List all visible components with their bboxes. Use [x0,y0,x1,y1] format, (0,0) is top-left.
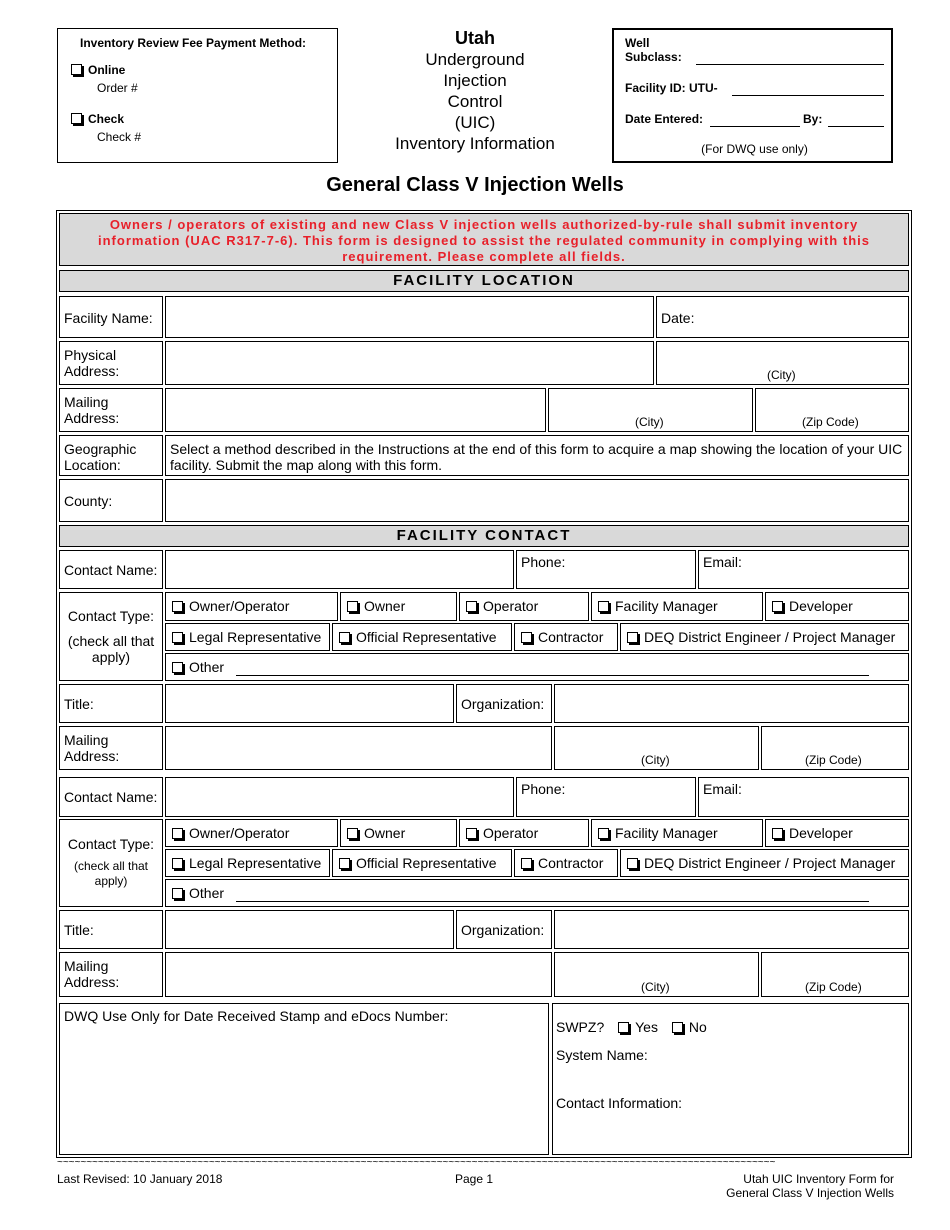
contact2-phone-field[interactable] [516,777,696,817]
contact2-city-input[interactable] [554,952,759,997]
contact2-developer-option[interactable] [765,819,909,847]
contact2-zip-caption: (Zip Code) [805,980,862,994]
contact1-phone-field[interactable] [516,550,696,589]
payment-method-box [57,28,338,163]
contact2-facility-manager-option[interactable] [591,819,763,847]
swpz-yes-option[interactable] [618,1019,658,1035]
option-label: Owner/Operator [189,825,290,841]
contact2-type-label: Contact Type: [67,836,155,852]
contact1-organization-input[interactable] [554,684,909,723]
online-checkbox[interactable] [71,64,82,75]
by-label: By: [803,112,823,126]
contact2-organization-input[interactable] [554,910,909,949]
facility-contact-header: FACILITY CONTACT [59,525,909,547]
contact1-legal-rep-option[interactable] [165,623,330,651]
geographic-location-label: Geographic Location: [59,435,163,476]
state-name: Utah [455,28,495,48]
contact1-owner-option[interactable] [340,592,457,621]
checkbox-icon[interactable] [172,632,183,643]
order-number-label: Order # [97,81,138,95]
checkbox-icon[interactable] [772,828,783,839]
facility-name-input[interactable] [165,296,654,338]
well-label: Well [625,36,650,50]
contact2-email-label: Email: [703,781,742,797]
checkbox-icon[interactable] [172,662,183,673]
checkbox-icon[interactable] [347,601,358,612]
contact1-phone-label: Phone: [521,554,566,570]
footer-tilde-rule: ~~~~~~~~~~~~~~~~~~~~~~~~~~~~~~~~~~~~~~~~~~~~~~~~~~~~~~~~~~~~~~~~~~~~~~~~~~~~~~~~~~~~~~~~~~~~~~~~~~~~~~~~~~~~~~~~~~~~~~~~~~~ [57,1157,776,1168]
contact1-title-label: Title: [59,684,163,723]
option-label: Contractor [538,855,604,871]
physical-city-input[interactable] [656,341,909,385]
notice-text: Owners / operators of existing and new Class V injection wells authorized-by-rule shall submit inventory information (UAC R317-7-6). This form is designed to assist the regulated community in complying with this requirement. Please complete all fields. [98,217,870,264]
option-label: Facility Manager [615,598,718,614]
checkbox-icon[interactable] [466,828,477,839]
contact2-title-input[interactable] [165,910,454,949]
option-label: Other [189,659,225,675]
contact-information-label: Contact Information: [556,1095,683,1111]
contact1-email-field[interactable] [698,550,909,589]
contact1-facility-manager-option[interactable] [591,592,763,621]
checkbox-icon[interactable] [521,632,532,643]
contact2-type-label-cell [59,819,163,907]
facility-mailing-city-input[interactable] [548,388,753,432]
contact1-contractor-option[interactable] [514,623,618,651]
swpz-no-option[interactable] [672,1019,707,1035]
check-number-label: Check # [97,130,142,144]
facility-mailing-city-caption: (City) [635,415,664,429]
contact1-title-input[interactable] [165,684,454,723]
contact2-operator-option[interactable] [459,819,589,847]
contact1-owner-operator-option[interactable] [165,592,338,621]
contact1-city-caption: (City) [641,753,670,767]
contact2-name-input[interactable] [165,777,514,817]
option-label: Owner [364,825,406,841]
option-label: Facility Manager [615,825,718,841]
contact1-mailing-address-input[interactable] [165,726,552,770]
checkbox-icon[interactable] [598,601,609,612]
contact2-organization-label: Organization: [456,910,552,949]
contact1-other-input[interactable] [236,662,869,676]
checkbox-icon[interactable] [339,858,350,869]
checkbox-icon[interactable] [172,858,183,869]
option-label: Developer [789,825,853,841]
agency-header [355,28,595,154]
contact1-zip-input[interactable] [761,726,909,770]
document-name [660,1172,894,1200]
dwq-stamp-label: DWQ Use Only for Date Received Stamp and eDocs Number: [64,1008,449,1024]
contact2-title-label: Title: [59,910,163,949]
subclass-field[interactable] [696,50,884,65]
facility-mailing-zip-input[interactable] [755,388,909,432]
checkbox-icon[interactable] [618,1022,629,1033]
swpz-row [556,1019,707,1035]
contact2-official-rep-option[interactable] [332,849,512,877]
contact2-owner-option[interactable] [340,819,457,847]
contact2-other-option[interactable] [165,879,909,907]
contact2-name-label: Contact Name: [59,777,163,817]
physical-address-label: Physical Address: [59,341,163,385]
checkbox-icon[interactable] [521,858,532,869]
checkbox-icon[interactable] [172,828,183,839]
option-label: DEQ District Engineer / Project Manager [644,629,896,645]
check-checkbox[interactable] [71,113,82,124]
facility-id-label: Facility ID: UTU- [625,81,718,95]
facility-mailing-zip-caption: (Zip Code) [802,415,859,429]
by-field[interactable] [828,112,884,127]
payment-method-title: Inventory Review Fee Payment Method: [80,36,307,50]
physical-city-caption: (City) [767,368,796,382]
contact2-check-all-note: (check all that apply) [73,859,149,888]
dwq-stamp-area [59,1003,549,1155]
checkbox-icon[interactable] [339,632,350,643]
form-title: General Class V Injection Wells [326,174,624,196]
checkbox-icon[interactable] [172,601,183,612]
date-field[interactable] [656,296,909,338]
county-label: County: [59,479,163,522]
option-label: Official Representative [356,629,497,645]
last-revised: Last Revised: 10 January 2018 [57,1172,223,1186]
swpz-yes-label: Yes [635,1019,658,1035]
contact1-other-option[interactable] [165,653,909,681]
checkbox-icon[interactable] [466,601,477,612]
contact1-organization-label: Organization: [456,684,552,723]
contact1-official-rep-option[interactable] [332,623,512,651]
contact2-mailing-address-input[interactable] [165,952,552,997]
facility-mailing-address-input[interactable] [165,388,546,432]
contact2-owner-operator-option[interactable] [165,819,338,847]
contact2-email-field[interactable] [698,777,909,817]
option-label: Owner/Operator [189,598,290,614]
document-name-line-1: Utah UIC Inventory Form for [743,1172,894,1186]
option-label: Other [189,885,225,901]
contact1-email-label: Email: [703,554,742,570]
contact2-city-caption: (City) [641,980,670,994]
option-label: Owner [364,598,406,614]
physical-address-input[interactable] [165,341,654,385]
option-label: Legal Representative [189,629,322,645]
contact1-developer-option[interactable] [765,592,909,621]
contact1-city-input[interactable] [554,726,759,770]
header-line-2: Injection [443,71,507,90]
facility-id-field[interactable] [732,81,884,96]
check-option[interactable] [71,112,124,126]
option-label: Developer [789,598,853,614]
document-name-line-2: General Class V Injection Wells [726,1186,894,1200]
swpz-no-label: No [688,1019,707,1035]
contact1-name-input[interactable] [165,550,514,589]
header-line-4: (UIC) [454,113,496,132]
facility-name-label: Facility Name: [59,296,163,338]
checkbox-icon[interactable] [172,888,183,899]
option-label: Operator [483,598,539,614]
contact1-operator-option[interactable] [459,592,589,621]
header-line-5: Inventory Information [395,134,555,153]
header-line-1: Underground [425,50,525,69]
check-label: Check [88,112,125,126]
dwq-only-note: (For DWQ use only) [701,142,808,156]
contact2-mailing-address-label: Mailing Address: [59,952,163,997]
option-label: Legal Representative [189,855,322,871]
county-input[interactable] [165,479,909,522]
facility-mailing-address-label: Mailing Address: [59,388,163,432]
option-label: Operator [483,825,539,841]
checkbox-icon[interactable] [347,828,358,839]
online-option[interactable] [71,63,125,77]
checkbox-icon[interactable] [627,858,638,869]
contact1-check-all-note: (check all that apply) [67,633,155,665]
option-label: DEQ District Engineer / Project Manager [644,855,896,871]
contact2-deq-option[interactable] [620,849,909,877]
date-label: Date: [661,310,695,326]
checkbox-icon[interactable] [627,632,638,643]
system-name-label: System Name: [556,1047,648,1063]
contact2-phone-label: Phone: [521,781,566,797]
online-label: Online [88,63,126,77]
contact1-type-label-cell [59,592,163,681]
notice-box [59,213,909,266]
facility-location-header: FACILITY LOCATION [59,270,909,292]
contact2-legal-rep-option[interactable] [165,849,330,877]
swpz-label: SWPZ? [556,1019,605,1035]
page-number: Page 1 [455,1172,494,1186]
contact1-mailing-address-label: Mailing Address: [59,726,163,770]
dwq-use-box [612,28,893,163]
option-label: Contractor [538,629,604,645]
geographic-location-instructions: Select a method described in the Instructions at the end of this form to acquire a map showing the location of your UIC facility. Submit the map along with this form. [165,435,909,476]
date-entered-field[interactable] [710,112,800,127]
date-entered-label: Date Entered: [625,112,704,126]
subclass-label: Subclass: [625,50,682,64]
checkbox-icon[interactable] [772,601,783,612]
contact2-other-input[interactable] [236,888,869,902]
checkbox-icon[interactable] [598,828,609,839]
contact1-name-label: Contact Name: [59,550,163,589]
contact1-type-label: Contact Type: [67,608,155,624]
checkbox-icon[interactable] [672,1022,683,1033]
contact1-zip-caption: (Zip Code) [805,753,862,767]
swpz-area [552,1003,909,1155]
header-line-3: Control [447,92,503,111]
contact2-zip-input[interactable] [761,952,909,997]
contact2-contractor-option[interactable] [514,849,618,877]
contact1-deq-option[interactable] [620,623,909,651]
option-label: Official Representative [356,855,497,871]
